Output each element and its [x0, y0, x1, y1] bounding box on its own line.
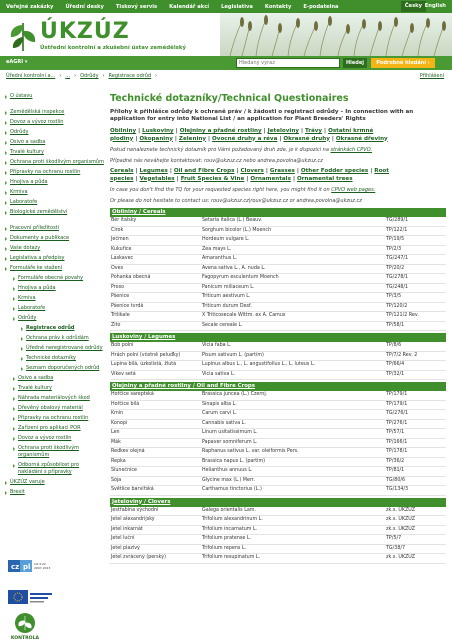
category-link[interactable]: Luskoviny — [142, 128, 174, 134]
common-name-cell: Hořčice sareptská — [110, 391, 202, 400]
common-name-cell: Bér italský — [110, 217, 202, 226]
breadcrumb — [6, 73, 161, 79]
top-navigation — [0, 0, 452, 13]
common-name-cell: Mák — [110, 438, 202, 448]
common-name-cell: Kmín — [110, 410, 202, 420]
tq-code-cell[interactable]: TG/134/3 — [386, 486, 446, 496]
sidebar-item[interactable]: Vaše dotazy — [4, 245, 104, 252]
lang-english-link[interactable]: English — [424, 3, 446, 9]
category-link-en[interactable]: Ornamental trees — [296, 175, 353, 182]
latin-name-cell: Sinapis alba L. — [202, 400, 386, 410]
link-separator: | — [174, 135, 177, 142]
sidebar-item[interactable]: ÚKZÚZ varuje — [4, 479, 104, 486]
tq-code-cell[interactable]: zk.s. ÚKZÚZ — [386, 516, 446, 526]
topnav-item[interactable]: Legislativa — [221, 3, 253, 10]
table-row — [110, 516, 446, 526]
breadcrumb-item[interactable]: Odrůdy — [80, 73, 99, 79]
latin-name-cell: Galega orientalis Lam. — [202, 507, 386, 516]
category-link-en[interactable]: Oil and Fibre Crops — [173, 168, 235, 174]
tq-code-cell[interactable]: TP/5/7 — [386, 535, 446, 545]
link-separator: | — [331, 135, 334, 142]
tq-code-cell[interactable]: TP/166/1 — [386, 438, 446, 448]
category-link[interactable]: Okopaniny — [139, 135, 173, 142]
sidebar-item[interactable]: Dokumenty a publikace — [4, 235, 104, 242]
tq-code-cell[interactable]: TP/122/1 — [386, 226, 446, 236]
common-name-cell: Kukuřice — [110, 245, 202, 255]
common-name-cell: Pšenice — [110, 293, 202, 303]
link-separator: | — [279, 135, 282, 142]
table-row — [110, 419, 446, 429]
search-button[interactable]: Hledej — [343, 58, 367, 68]
logo-text[interactable]: ÚKZÚZ — [40, 19, 130, 44]
category-link-en[interactable]: Fruit Species & Vine — [180, 175, 245, 182]
link-separator: | — [236, 168, 239, 174]
table-row — [110, 361, 446, 371]
table-row — [110, 274, 446, 284]
breadcrumb-item[interactable]: Úřední kontrolní a... — [6, 73, 56, 79]
tq-code-cell[interactable]: TP/81/1 — [386, 467, 446, 477]
category-link-en[interactable]: Vegetables — [139, 175, 175, 182]
svg-text:2007-2013: 2007-2013 — [34, 566, 51, 570]
category-link[interactable]: Zeleniny — [178, 135, 206, 142]
latin-name-cell: Triticum aestivum L. — [202, 293, 386, 303]
latin-name-cell: Secale cereale L. — [202, 321, 386, 331]
latin-name-cell: Vicia sativa L. — [202, 370, 386, 380]
sidebar-item[interactable]: Zemědělská inspekce — [4, 109, 104, 116]
table-row — [110, 457, 446, 467]
latin-name-cell: Panicum miliaceum L. — [202, 283, 386, 293]
breadcrumb-separator: › — [59, 73, 62, 79]
latin-name-cell: Brassica napus L. (partim) — [202, 457, 386, 467]
topnav-item[interactable]: Tiskový servis — [115, 3, 158, 10]
latin-name-cell: Trifolium resupinatum L. — [202, 554, 386, 564]
tq-code-cell[interactable]: TP/19/5 — [386, 236, 446, 246]
link-separator: | — [175, 128, 178, 134]
breadcrumb-separator: › — [155, 73, 158, 79]
login-link[interactable]: Přihlášení — [419, 73, 444, 79]
species-table — [110, 391, 446, 496]
category-link[interactable]: Ostatní krmné plodiny — [110, 128, 374, 142]
sidebar-item[interactable]: Náhrada materiálových škod — [12, 395, 104, 402]
sidebar-item[interactable]: Hnojiva a půda — [12, 285, 104, 292]
latin-name-cell: Trifolium repens L. — [202, 544, 386, 554]
common-name-cell: Oves — [110, 264, 202, 274]
latin-name-cell: Raphanus sativus L. var. oleiformis Pers. — [202, 448, 386, 458]
common-name-cell: Pohanka obecná — [110, 274, 202, 284]
sidebar-item[interactable]: Legislativa a předpisy — [4, 255, 104, 262]
sidebar-item[interactable]: Trvalé kultury — [12, 385, 104, 392]
sidebar-item[interactable]: Dovoz a vývoz rostlin — [4, 119, 104, 126]
latin-name-cell: Cannabis sativa L. — [202, 419, 386, 429]
tq-code-cell[interactable]: TP/178/1 — [386, 448, 446, 458]
tq-code-cell[interactable]: TP/8/6 — [386, 342, 446, 351]
table-row — [110, 476, 446, 486]
svg-text:cz: cz — [11, 563, 20, 571]
note-cpvo-en: In case you don't find the TQ for your requested species right here, you might find it on CPVO web pages. — [110, 187, 376, 193]
latin-name-cell: Carthamus tinctorius (L.) — [202, 486, 386, 496]
sidebar-item[interactable]: Odrůdy — [12, 315, 104, 322]
page-subtitle: Přílohy k přihlášce odrůdy k ochraně práv / k žádosti o registraci odrůdy – In connection with an application for entry into National List / an application for Plant Breeders' Rights — [110, 109, 414, 122]
tq-code-cell[interactable]: TG/247/1 — [386, 255, 446, 265]
section-heading[interactable]: Obilniny / Cereals — [110, 208, 446, 217]
latin-name-cell: Hordeum vulgare L. — [202, 236, 386, 246]
section-heading[interactable]: Olejniny a přadné rostliny / Oil and Fibre Crops — [110, 382, 446, 391]
sidebar-item[interactable]: Krmiva — [12, 295, 104, 302]
category-link[interactable]: Trávy — [305, 128, 323, 134]
common-name-cell: Jetel zvrácený (perský) — [110, 554, 202, 564]
table-row — [110, 293, 446, 303]
table-row — [110, 342, 446, 351]
table-row — [110, 264, 446, 274]
tq-code-cell[interactable]: TP/179/1 — [386, 400, 446, 410]
tq-code-cell[interactable]: TP/20/2 — [386, 264, 446, 274]
questionnaire-section — [110, 498, 446, 564]
tq-code-cell[interactable]: TP/276/1 — [386, 419, 446, 429]
section-heading[interactable]: Jeteloviny / Clovers — [110, 498, 446, 507]
table-row — [110, 351, 446, 361]
sidebar-item[interactable]: Seznam doporučených odrůd — [20, 365, 104, 372]
note-cpvo-cz: Pokud nenaleznete technický dotazník pro Vámi požadovaný druh zde, je k dispozici na stránkách CPVO. — [110, 147, 373, 153]
cpvo-link-en[interactable]: CPVO web pages. — [331, 187, 376, 193]
tq-code-cell[interactable]: zk.s. ÚKZÚZ — [386, 507, 446, 516]
sidebar-item[interactable]: Dovoz a vývoz rostlin — [12, 435, 104, 442]
link-separator: | — [246, 175, 249, 182]
common-name-cell: Jetel plazivý — [110, 544, 202, 554]
link-separator: | — [169, 168, 172, 174]
sidebar-item[interactable]: Ochrana proti škodlivým organismům — [12, 445, 104, 459]
tq-code-cell[interactable]: TP/121/2 Rev. — [386, 312, 446, 322]
breadcrumb-item[interactable]: Registrace odrůd — [108, 73, 152, 79]
link-separator: | — [176, 175, 179, 182]
topnav-item[interactable]: Úřední desky — [65, 3, 104, 10]
common-name-cell: Sója — [110, 476, 202, 486]
latin-name-cell: Trifolium pratense L. — [202, 535, 386, 545]
category-link-en[interactable]: Ornamentals — [250, 175, 291, 182]
latin-name-cell: Pisum sativum L. (partim) — [202, 351, 386, 361]
latin-name-cell: Fagopyrum esculentum Moench — [202, 274, 386, 284]
breadcrumb-separator: › — [74, 73, 77, 79]
table-row — [110, 467, 446, 477]
category-link[interactable]: Olejniny a přadné rostliny — [179, 128, 262, 134]
main-content — [110, 93, 446, 564]
table-row — [110, 283, 446, 293]
tq-code-cell[interactable]: TG/38/7 — [386, 544, 446, 554]
table-row — [110, 448, 446, 458]
eagri-menu[interactable]: eAGRI ▾ — [6, 59, 28, 65]
common-name-cell: Pšenice tvrdá — [110, 302, 202, 312]
tq-code-cell[interactable]: zk.s. ÚKZÚZ — [386, 525, 446, 535]
category-link-en[interactable]: Cereals — [110, 168, 134, 174]
latin-name-cell: Vicia faba L. — [202, 342, 386, 351]
latin-name-cell: Avena sativa L., A. nuda L. — [202, 264, 386, 274]
latin-name-cell: Trifolium incarnatum L. — [202, 525, 386, 535]
common-name-cell: Řepka — [110, 457, 202, 467]
latin-name-cell: Lupinus albus L., L. angustifolius L., L. luteus L. — [202, 361, 386, 371]
topnav-item[interactable]: Kalendář akcí — [169, 3, 210, 10]
latin-name-cell: Amaranthus L. — [202, 255, 386, 265]
link-separator: | — [292, 175, 295, 182]
sidebar-item[interactable]: Krmiva — [4, 189, 104, 196]
latin-name-cell: Trifolium alexandrinum L. — [202, 516, 386, 526]
category-link-en[interactable]: Legumes — [139, 168, 168, 174]
table-row — [110, 507, 446, 516]
tq-code-cell[interactable]: TP/120/2 — [386, 302, 446, 312]
questionnaire-section — [110, 208, 446, 331]
common-name-cell: Lupina bílá, úzkolistá, žlutá — [110, 361, 202, 371]
table-row — [110, 429, 446, 439]
questionnaire-sections — [110, 208, 446, 564]
category-link[interactable]: Obilniny — [110, 128, 137, 134]
table-row — [110, 226, 446, 236]
common-name-cell: Jetel inkarnát — [110, 525, 202, 535]
sidebar-item[interactable]: Biologické zemědělství — [4, 209, 104, 216]
table-row — [110, 535, 446, 545]
table-row — [110, 312, 446, 322]
tq-code-cell[interactable]: TP/36/2 — [386, 457, 446, 467]
table-row — [110, 391, 446, 400]
sidebar-item[interactable]: Osivo a sadba — [4, 139, 104, 146]
sidebar-item[interactable]: Brexit — [4, 489, 104, 496]
advanced-search-button[interactable]: Podrobné hledání › — [371, 58, 435, 68]
tq-code-cell[interactable]: TP/32/1 — [386, 370, 446, 380]
common-name-cell: Konopí — [110, 419, 202, 429]
table-row — [110, 255, 446, 265]
tq-code-cell[interactable]: TG/276/1 — [386, 410, 446, 420]
kontrola-text: KONTROLA — [10, 636, 40, 640]
table-row — [110, 302, 446, 312]
category-link-en[interactable]: Root species — [110, 168, 389, 182]
sidebar-item[interactable]: Trvalé kultury — [4, 149, 104, 156]
topnav-item[interactable]: Kontakty — [264, 3, 292, 10]
table-row — [110, 245, 446, 255]
sidebar-item[interactable]: Zařízení pro aplikaci POR — [12, 425, 104, 432]
category-link-en[interactable]: Other Fodder species — [300, 168, 369, 174]
breadcrumb-separator: › — [102, 73, 105, 79]
latin-name-cell: Glycine max (L.) Merr. — [202, 476, 386, 486]
tq-code-cell[interactable]: TG/80/6 — [386, 476, 446, 486]
common-name-cell: Vikev setá — [110, 370, 202, 380]
table-row — [110, 554, 446, 564]
common-name-cell: Jetel luční — [110, 535, 202, 545]
link-separator: | — [370, 168, 373, 174]
tq-code-cell[interactable]: TP/2/3 — [386, 245, 446, 255]
common-name-cell: Len — [110, 429, 202, 439]
sidebar-item[interactable]: Osivo a sadba — [12, 375, 104, 382]
kontrola-logo — [8, 612, 42, 640]
tq-code-cell[interactable]: zk.s. ÚKZÚZ — [386, 554, 446, 564]
latin-name-cell: Triticum durum Desf. — [202, 302, 386, 312]
link-separator: | — [135, 168, 138, 174]
sidebar-item[interactable]: Ochrana proti škodlivým organismům — [4, 159, 104, 166]
category-link-en[interactable]: Clovers — [240, 168, 264, 174]
link-separator: | — [265, 168, 268, 174]
common-name-cell: Ječmen — [110, 236, 202, 246]
category-link-en[interactable]: Grasses — [269, 168, 295, 174]
link-separator: | — [135, 135, 138, 142]
table-row — [110, 236, 446, 246]
tq-code-cell[interactable]: TG/248/1 — [386, 283, 446, 293]
sidebar-item[interactable]: Technické dotazníky — [20, 355, 104, 362]
cpvo-link-cz[interactable]: stránkách CPVO. — [330, 147, 373, 153]
table-row — [110, 370, 446, 380]
sidebar-item[interactable]: Odborná způsobilost pro nakládání s přípravky — [12, 462, 104, 476]
search-input[interactable] — [236, 58, 340, 68]
category-link[interactable]: Okrasné druhy — [283, 135, 330, 142]
common-name-cell: Proso — [110, 283, 202, 293]
common-name-cell: Čirok — [110, 226, 202, 236]
latin-name-cell: Zea mays L. — [202, 245, 386, 255]
latin-name-cell: Papaver somniferum L. — [202, 438, 386, 448]
logo-subtitle: Ústřední kontrolní a zkušební ústav zemědělský — [40, 45, 186, 51]
sidebar-item[interactable]: Úředně neregistrované odrůdy — [20, 345, 104, 352]
sidebar-item[interactable]: Pracovní příležitosti — [4, 225, 104, 232]
search-bar — [0, 56, 452, 70]
category-link[interactable]: Ovocné druhy a réva — [212, 135, 278, 142]
table-row — [110, 438, 446, 448]
species-table — [110, 507, 446, 564]
tq-code-cell[interactable]: TP/3/5 — [386, 293, 446, 303]
common-name-cell: Laskavec — [110, 255, 202, 265]
sidebar-item[interactable]: O ústavu — [4, 93, 104, 100]
sidebar-item[interactable]: Hnojiva a půda — [4, 179, 104, 186]
link-separator: | — [208, 135, 211, 142]
common-name-cell: Jetel alexandrijský — [110, 516, 202, 526]
link-separator: | — [324, 128, 327, 134]
eu-fund-logo — [8, 560, 54, 582]
latin-name-cell: Sorghum bicolor (L.) Moench — [202, 226, 386, 236]
tq-code-cell[interactable]: TP/66/4 — [386, 361, 446, 371]
common-name-cell: Žito — [110, 321, 202, 331]
tq-code-cell[interactable]: TP/7/2 Rev. 2 — [386, 351, 446, 361]
common-name-cell: Jestřabina východní — [110, 507, 202, 516]
link-separator: | — [263, 128, 266, 134]
svg-text:pl: pl — [23, 563, 31, 571]
tq-code-cell[interactable]: TG/289/1 — [386, 217, 446, 226]
sidebar-item[interactable]: Laboratoře — [4, 199, 104, 206]
sidebar-item[interactable]: Formuláře ke stažení — [4, 265, 104, 272]
table-row — [110, 544, 446, 554]
table-row — [110, 525, 446, 535]
latin-name-cell: Helianthus annuus L. — [202, 467, 386, 477]
tq-code-cell[interactable]: TP/58/1 — [386, 321, 446, 331]
czech-category-links — [110, 128, 446, 143]
common-name-cell: Slunečnice — [110, 467, 202, 477]
svg-text:CZ.3.22: CZ.3.22 — [34, 562, 46, 566]
sidebar-item[interactable]: Odrůdy — [4, 129, 104, 136]
lang-czech-link[interactable]: Česky — [401, 1, 426, 12]
link-separator: | — [300, 128, 304, 134]
wheat-banner-image — [220, 13, 452, 56]
sidebar-item[interactable]: Formuláře obecné povahy — [12, 275, 104, 282]
sidebar-item[interactable]: Přípravky na ochranu rostlin — [12, 415, 104, 422]
tq-code-cell[interactable]: TP/179/1 — [386, 391, 446, 400]
link-separator: | — [138, 128, 141, 134]
site-header — [0, 13, 452, 56]
category-link[interactable]: Jeteloviny — [267, 128, 299, 134]
table-row — [110, 486, 446, 496]
logo-leaf-icon[interactable] — [8, 17, 38, 53]
note-contact-cz: Případné nás neváhejte kontaktovat: rouv@ukzuz.cz nebo andrea.povolna@ukzuz.cz — [110, 157, 323, 164]
table-row — [110, 400, 446, 410]
common-name-cell: Bob polní — [110, 342, 202, 351]
category-link[interactable]: Okrasné dřeviny — [335, 135, 388, 142]
common-name-cell: Hořčice bílá — [110, 400, 202, 410]
topnav-item[interactable]: Veřejné zakázky — [6, 3, 54, 10]
tq-code-cell[interactable]: TP/57/1 — [386, 429, 446, 439]
topnav-item[interactable]: E-podatelna — [303, 3, 339, 10]
questionnaire-section — [110, 333, 446, 380]
english-category-links — [110, 168, 446, 183]
latin-name-cell: X Triticosecale Wittm. ex A. Camus — [202, 312, 386, 322]
note-contact-en: Or please do not hesitate to contact us: rouv@ukzuz.cz|rouv@ukzuz.cz or andrea.povolna@ukzuz.cz — [110, 197, 362, 204]
sidebar-item[interactable]: Ochrana práv k odrůdám — [20, 335, 104, 342]
tq-code-cell[interactable]: TG/278/1 — [386, 274, 446, 284]
eu-flag-logo — [8, 588, 54, 606]
breadcrumb-item[interactable]: ... — [65, 73, 71, 79]
common-name-cell: Hrách polní (včetně peluďky) — [110, 351, 202, 361]
sidebar-item[interactable]: Laboratoře — [12, 305, 104, 312]
page-title: Technické dotazníky/Technical Questionaires — [110, 93, 349, 104]
latin-name-cell: Setaria italica (L.) Beauv. — [202, 217, 386, 226]
table-row — [110, 217, 446, 226]
latin-name-cell: Brassica juncea (L.) Czernj. — [202, 391, 386, 400]
common-name-cell: Ředkev olejná — [110, 448, 202, 458]
table-row — [110, 410, 446, 420]
species-table — [110, 217, 446, 331]
sidebar-item[interactable]: Dřevěný obalový materiál — [12, 405, 104, 412]
latin-name-cell: Carum carvi L. — [202, 410, 386, 420]
sidebar-navigation — [4, 93, 104, 499]
questionnaire-section — [110, 382, 446, 496]
sidebar-item[interactable]: Přípravky na ochranu rostlin — [4, 169, 104, 176]
species-table — [110, 342, 446, 380]
section-heading[interactable]: Luskoviny / Legumes — [110, 333, 446, 342]
link-separator: | — [135, 175, 138, 182]
link-separator: | — [296, 168, 299, 174]
common-name-cell: Tritikale — [110, 312, 202, 322]
common-name-cell: Světlice barvířská — [110, 486, 202, 496]
table-row — [110, 321, 446, 331]
latin-name-cell: Linum usitatissimum L. — [202, 429, 386, 439]
sidebar-item[interactable]: Registrace odrůd — [20, 325, 104, 332]
